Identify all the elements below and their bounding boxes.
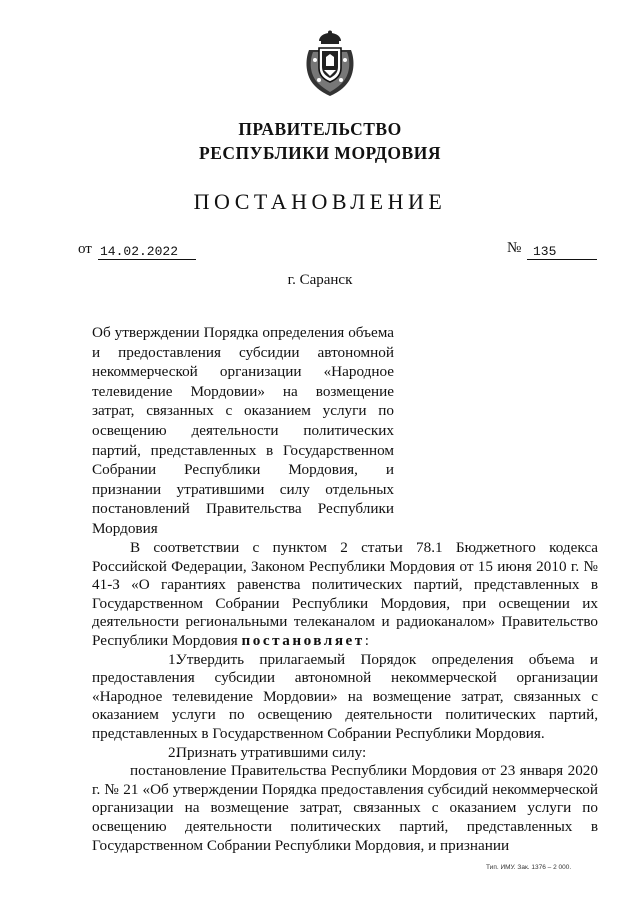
item-2-number: 2. [168,743,180,761]
document-type-title: ПОСТАНОВЛЕНИЕ [193,189,447,214]
item-2-subparagraph: постановление Правительства Республики Мордовия от 23 января 2020 г. № 21 «Об утверждении Порядка предоставления субсидий некоммерческой организации на возмещение затрат, связанных с оказанием услуги по освещению деятельности политических партий, представленных в Государственном Собрании Республики Мордовия, и признании [92,762,598,854]
intro-end: : [364,631,369,649]
date-prefix: от [78,241,92,257]
item-1-text: Утвердить прилагаемый Порядок определения объема и предоставления субсидии автономной некоммерческой организации «Народное телевидение Мордовии» на возмещение затрат, связанных с оказанием услуги по освещению деятельности политических партий, представленных в Государственном Собрании Республики Мордовия. [92,650,598,742]
document-body [92,539,598,855]
item-1-number: 1. [168,650,180,668]
item-1-paragraph [92,651,598,744]
item-2-paragraph [92,744,598,763]
decree-word: постановляет [241,631,365,649]
intro-paragraph [92,539,598,651]
document-subject: Об утверждении Порядка определения объема и предоставления субсидии автономной некоммерческой организации «Народное телевидение Мордовии» на возмещение затрат, связанных с оказанием услуги по освещению деятельности политических партий, представленных в Государственном Собрании Республики Мордовия, и признании утратившими силу отдельных постановлений Правительства Республики Мордовия [92,324,394,537]
number-prefix: № [507,240,522,256]
coat-of-arms-icon [299,30,361,98]
document-date: 14.02.2022 [98,244,196,260]
organization-name-line1: ПРАВИТЕЛЬСТВО [238,119,402,139]
print-info-footer: Тип. ИМУ. Зак. 1376 – 2 000. [486,864,572,871]
document-number: 135 [527,244,597,260]
organization-name-line2: РЕСПУБЛИКИ МОРДОВИЯ [199,143,441,163]
item-2-text: Признать утратившими силу: [176,743,367,761]
intro-text: В соответствии с пунктом 2 статьи 78.1 Бюджетного кодекса Российской Федерации, Законом Республики Мордовия от 15 июня 2010 г. № 41-З «О гарантиях равенства политических партий, представленных в Государственном Собрании Республики Мордовия, при освещении их деятельности региональными телеканалом и радиоканалом» Правительство Республики Мордовия [92,539,598,649]
city: г. Саранск [287,272,353,288]
